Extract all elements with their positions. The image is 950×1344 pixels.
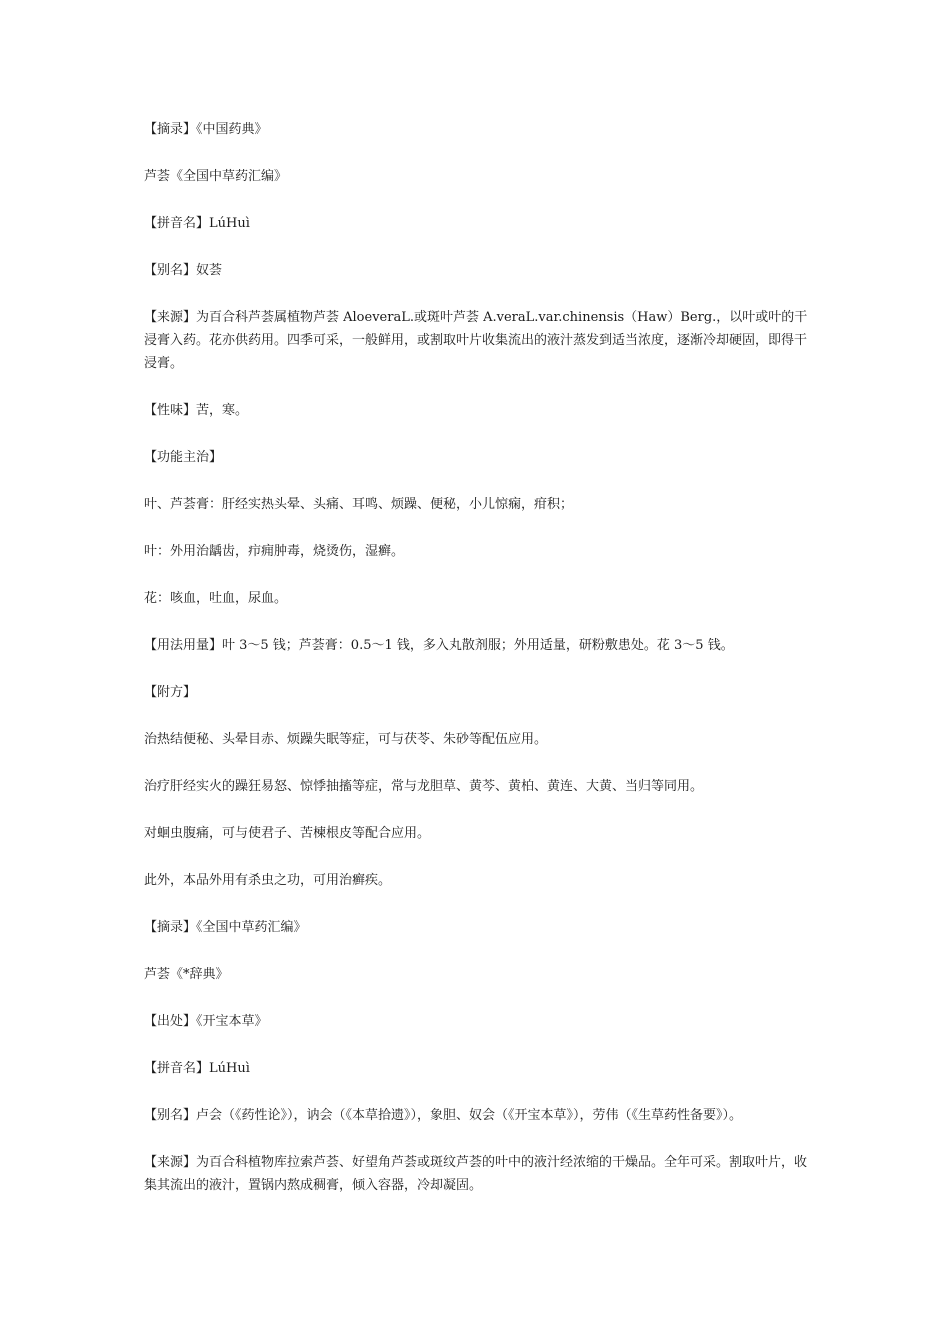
usage-dosage: 【用法用量】叶 3～5 钱；芦荟膏：0.5～1 钱，多入丸散剂服；外用适量，研粉敷患处。花 3～5 钱。 [144,638,734,653]
prescription-3: 对蛔虫腹痛，可与使君子、苦楝根皮等配合应用。 [144,826,431,841]
functions-heading: 【功能主治】 [144,450,223,465]
source-2: 【来源】为百合科植物库拉索芦荟、好望角芦荟或斑纹芦荟的叶中的液汁经浓缩的干燥品。全年可采。割取叶片，收集其流出的液汁，置锅内熬成稠膏，倾入容器，冷却凝固。 [144,1155,808,1193]
prescription-4: 此外，本品外用有杀虫之功，可用治癣疾。 [144,873,392,888]
prescription-1: 治热结便秘、头晕目赤、烦躁失眠等症，可与茯苓、朱砂等配伍应用。 [144,732,548,747]
source-1: 【来源】为百合科芦荟属植物芦荟 AloeveraL.或斑叶芦荟 A.veraL.var.chinensis（Haw）Berg.，以叶或叶的干浸膏入药。花亦供药用。四季可采，一般鲜用，或割取叶片收集流出的液汁蒸发到适当浓度，逐渐冷却硬固，即得干浸膏。 [144,310,808,371]
function-leaf-external: 叶：外用治龋齿，疖痈肿毒，烧烫伤，湿癣。 [144,544,405,559]
function-flower: 花：咳血，吐血，尿血。 [144,591,288,606]
document-page [144,118,809,1221]
origin-2: 【出处】《开宝本草》 [144,1014,268,1029]
alias-1: 【别名】奴荟 [144,263,223,278]
excerpt-source-2: 【摘录】《全国中草药汇编》 [144,920,307,935]
pinyin-name-2: 【拼音名】LúHuì [144,1061,250,1076]
pinyin-name-1: 【拼音名】LúHuì [144,216,250,231]
excerpt-source-1: 【摘录】《中国药典》 [144,122,268,137]
taste-nature: 【性味】苦，寒。 [144,403,249,418]
function-leaf-paste: 叶、芦荟膏：肝经实热头晕、头痛、耳鸣、烦躁、便秘，小儿惊痫，疳积； [144,497,574,512]
prescription-2: 治疗肝经实火的躁狂易怒、惊悸抽搐等症，常与龙胆草、黄芩、黄柏、黄连、大黄、当归等同用。 [144,779,704,794]
entry-title-2: 芦荟《*辞典》 [144,967,229,982]
entry-title-1: 芦荟《全国中草药汇编》 [144,169,288,184]
alias-2: 【别名】卢会（《药性论》），讷会（《本草拾遗》），象胆、奴会（《开宝本草》），劳伟（《生草药性备要》）。 [144,1108,743,1123]
prescriptions-heading: 【附方】 [144,685,197,700]
